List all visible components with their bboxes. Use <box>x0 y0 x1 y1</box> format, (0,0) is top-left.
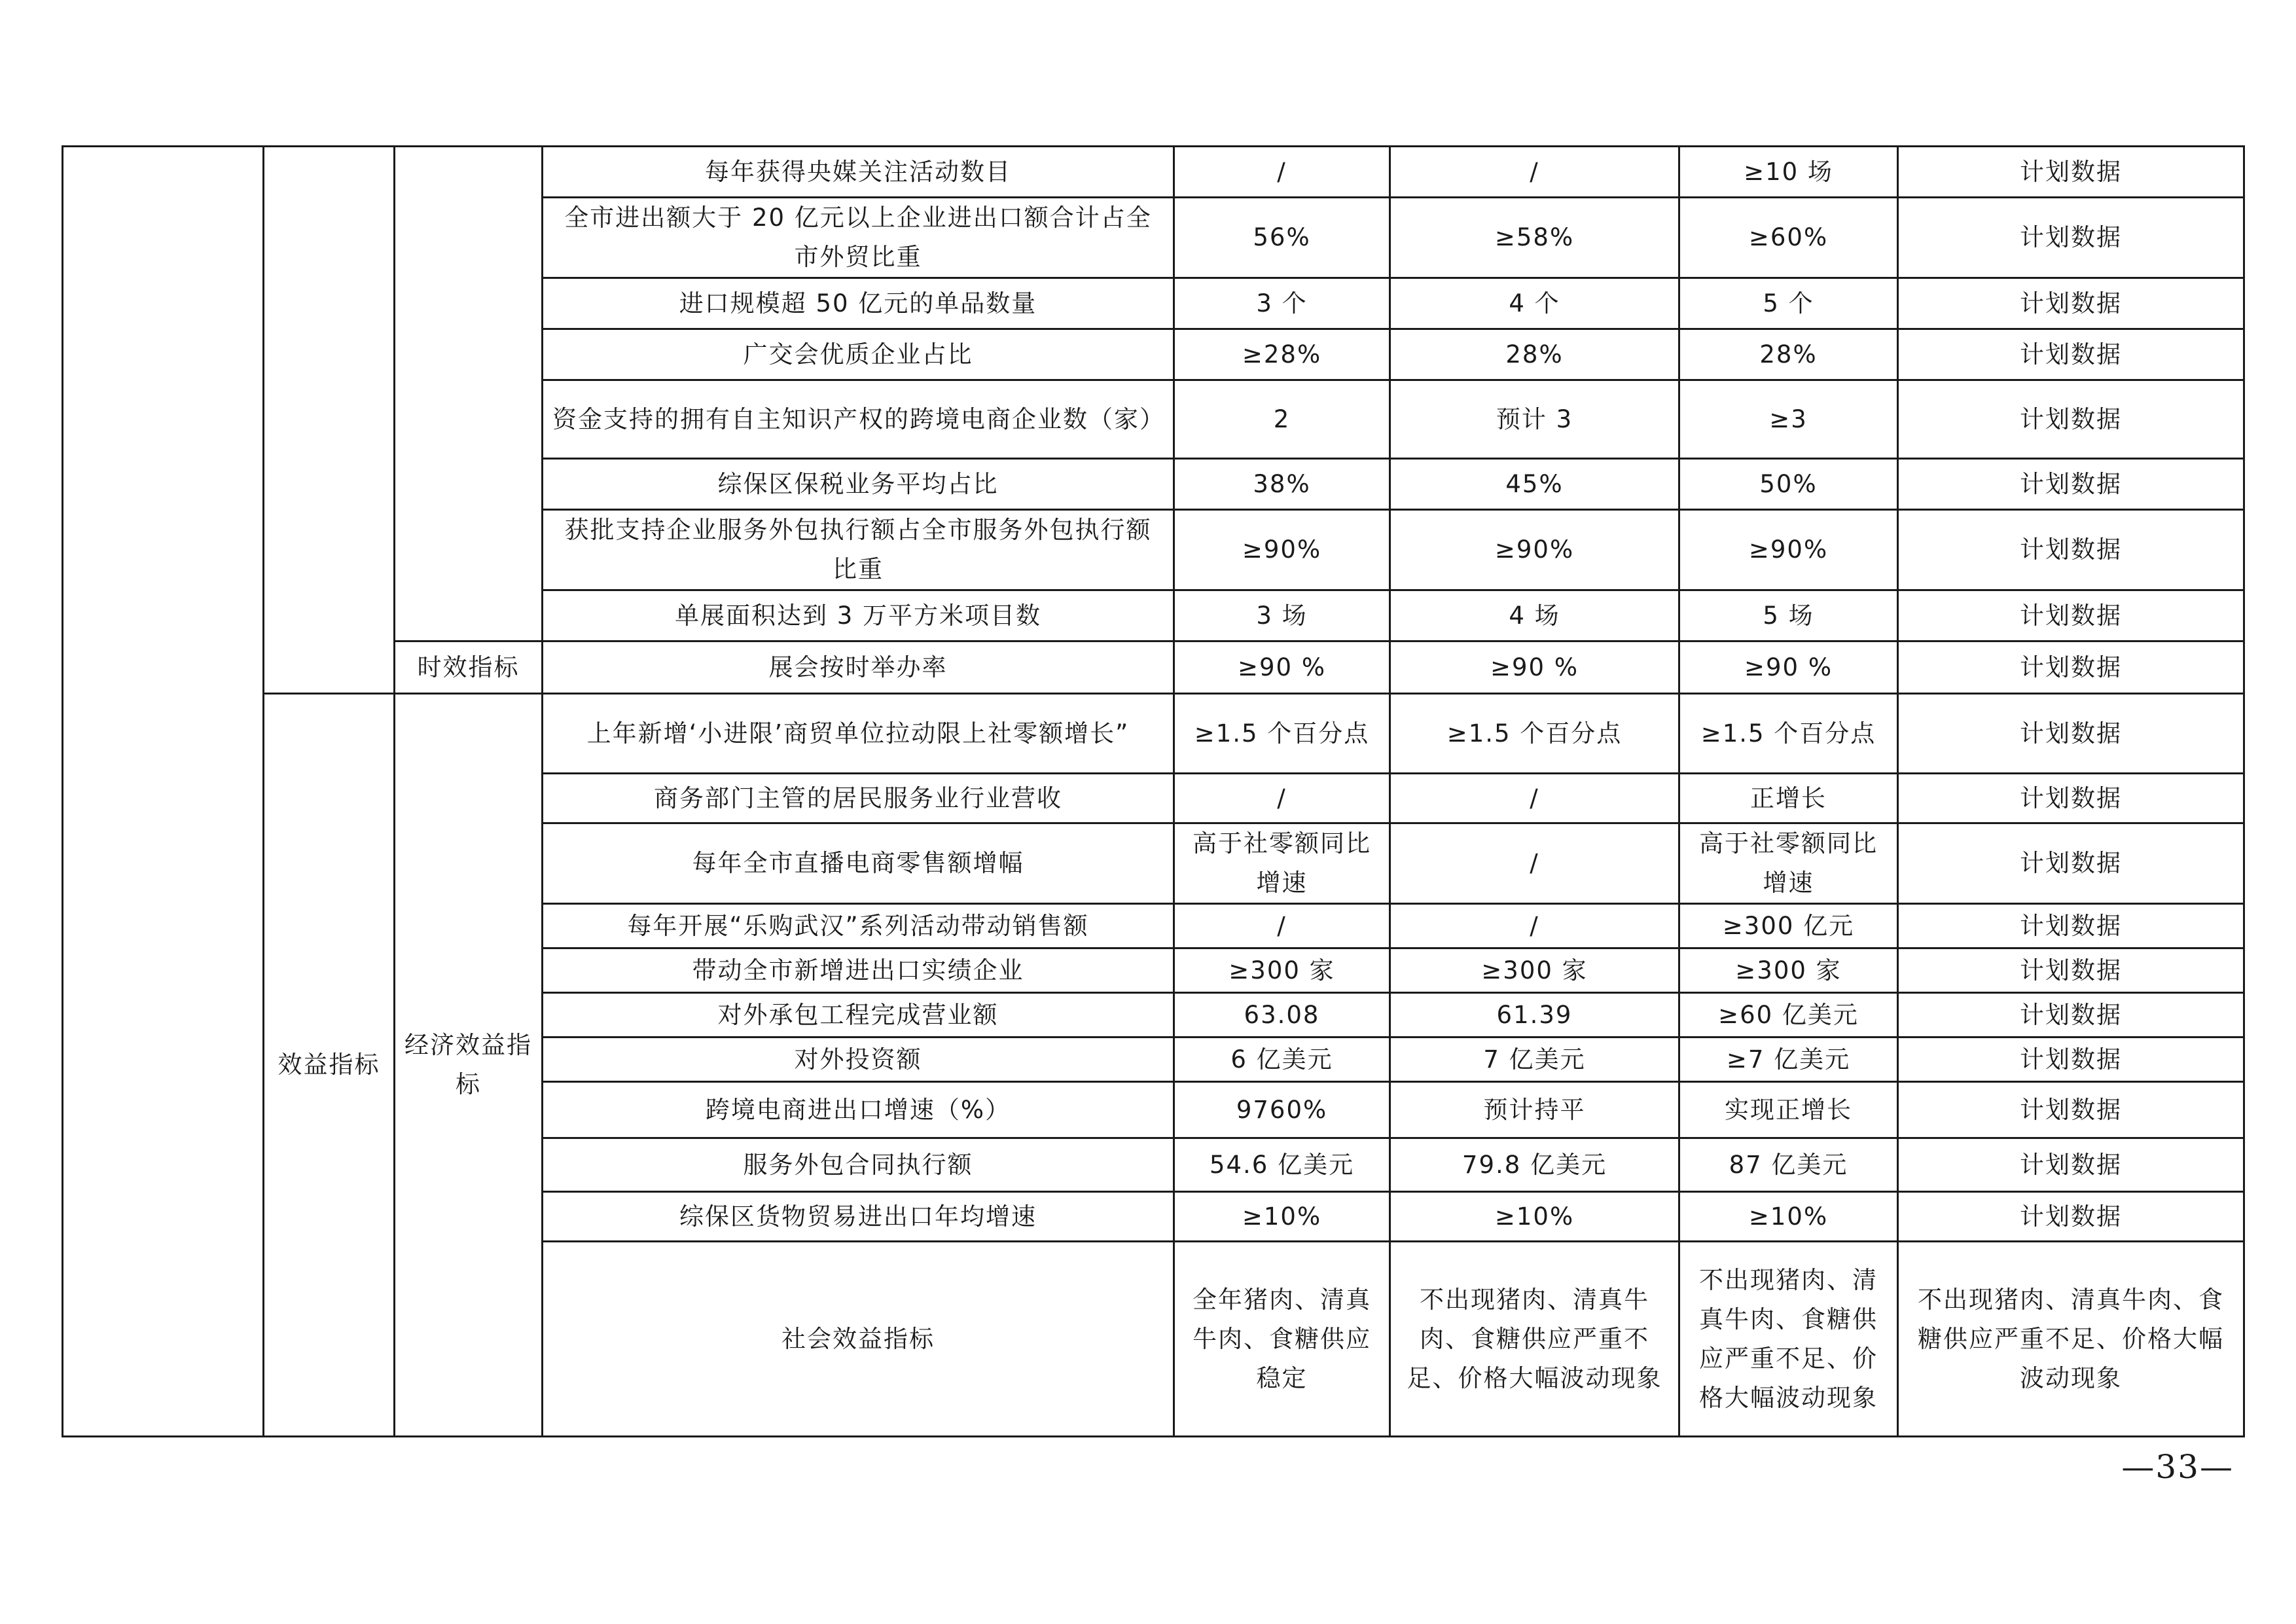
indicator-name: 综保区保税业务平均占比 <box>543 459 1174 510</box>
value-cell: 5 场 <box>1679 590 1898 641</box>
value-cell: 50% <box>1679 459 1898 510</box>
value-cell: 不出现猪肉、清真牛肉、食糖供应严重不足、价格大幅波动现象 <box>1679 1242 1898 1437</box>
value-cell: / <box>1390 823 1679 904</box>
value-cell: 计划数据 <box>1898 147 2244 198</box>
value-cell: 28% <box>1390 329 1679 380</box>
indicator-name: 进口规模超 50 亿元的单品数量 <box>543 278 1174 329</box>
value-cell: 计划数据 <box>1898 993 2244 1038</box>
value-cell: 计划数据 <box>1898 948 2244 993</box>
indicator-name: 展会按时举办率 <box>543 641 1174 694</box>
value-cell: ≥90% <box>1174 510 1390 590</box>
value-cell: 87 亿美元 <box>1679 1138 1898 1192</box>
value-cell: 28% <box>1679 329 1898 380</box>
value-cell: 高于社零额同比增速 <box>1679 823 1898 904</box>
indicator-name: 每年开展“乐购武汉”系列活动带动销售额 <box>543 904 1174 948</box>
indicator-name: 对外投资额 <box>543 1038 1174 1082</box>
value-cell: ≥10% <box>1174 1192 1390 1242</box>
value-cell: 计划数据 <box>1898 1192 2244 1242</box>
value-cell: ≥28% <box>1174 329 1390 380</box>
value-cell: 5 个 <box>1679 278 1898 329</box>
indicator-name: 对外承包工程完成营业额 <box>543 993 1174 1038</box>
value-cell: 计划数据 <box>1898 641 2244 694</box>
value-cell: ≥7 亿美元 <box>1679 1038 1898 1082</box>
indicator-name: 获批支持企业服务外包执行额占全市服务外包执行额比重 <box>543 510 1174 590</box>
indicator-name: 上年新增‘小进限’商贸单位拉动限上社零额增长” <box>543 694 1174 774</box>
value-cell: ≥60 亿美元 <box>1679 993 1898 1038</box>
table-row <box>63 147 2244 198</box>
value-cell: 6 亿美元 <box>1174 1038 1390 1082</box>
value-cell: 计划数据 <box>1898 1138 2244 1192</box>
value-cell: 计划数据 <box>1898 278 2244 329</box>
value-cell: 38% <box>1174 459 1390 510</box>
value-cell: 计划数据 <box>1898 459 2244 510</box>
indicator-name: 资金支持的拥有自主知识产权的跨境电商企业数（家） <box>543 380 1174 459</box>
value-cell: ≥58% <box>1390 198 1679 278</box>
indicator-name: 商务部门主管的居民服务业行业营收 <box>543 774 1174 823</box>
level3-category-cell <box>395 147 543 641</box>
value-cell: ≥300 家 <box>1174 948 1390 993</box>
value-cell: 不出现猪肉、清真牛肉、食糖供应严重不足、价格大幅波动现象 <box>1898 1242 2244 1437</box>
page-number: —33— <box>2121 1448 2234 1486</box>
indicator-name: 广交会优质企业占比 <box>543 329 1174 380</box>
value-cell: 不出现猪肉、清真牛肉、食糖供应严重不足、价格大幅波动现象 <box>1390 1242 1679 1437</box>
value-cell: 计划数据 <box>1898 510 2244 590</box>
value-cell: 4 个 <box>1390 278 1679 329</box>
subcategory-economic: 经济效益指标 <box>395 694 543 1437</box>
value-cell: ≥1.5 个百分点 <box>1174 694 1390 774</box>
value-cell: 3 个 <box>1174 278 1390 329</box>
value-cell: ≥90% <box>1679 510 1898 590</box>
value-cell: 54.6 亿美元 <box>1174 1138 1390 1192</box>
value-cell: 79.8 亿美元 <box>1390 1138 1679 1192</box>
subcategory-timeliness: 时效指标 <box>395 641 543 694</box>
value-cell: ≥1.5 个百分点 <box>1679 694 1898 774</box>
value-cell: 预计 3 <box>1390 380 1679 459</box>
value-cell: 计划数据 <box>1898 380 2244 459</box>
value-cell: ≥90 % <box>1390 641 1679 694</box>
value-cell: 计划数据 <box>1898 694 2244 774</box>
value-cell: ≥90 % <box>1174 641 1390 694</box>
value-cell: 45% <box>1390 459 1679 510</box>
value-cell: 计划数据 <box>1898 823 2244 904</box>
indicator-name: 全市进出额大于 20 亿元以上企业进出口额合计占全市外贸比重 <box>543 198 1174 278</box>
value-cell: 高于社零额同比增速 <box>1174 823 1390 904</box>
value-cell: / <box>1390 147 1679 198</box>
value-cell: ≥3 <box>1679 380 1898 459</box>
category-benefit: 效益指标 <box>264 694 395 1437</box>
value-cell: ≥1.5 个百分点 <box>1390 694 1679 774</box>
value-cell: / <box>1174 147 1390 198</box>
value-cell: 实现正增长 <box>1679 1082 1898 1138</box>
value-cell: 4 场 <box>1390 590 1679 641</box>
indicator-name: 综保区货物贸易进出口年均增速 <box>543 1192 1174 1242</box>
value-cell: 61.39 <box>1390 993 1679 1038</box>
value-cell: ≥300 家 <box>1679 948 1898 993</box>
level1-category-cell <box>63 147 264 1437</box>
value-cell: 9760% <box>1174 1082 1390 1138</box>
indicator-name: 每年全市直播电商零售额增幅 <box>543 823 1174 904</box>
performance-indicator-table <box>62 145 2245 1437</box>
value-cell: ≥10% <box>1679 1192 1898 1242</box>
value-cell: 预计持平 <box>1390 1082 1679 1138</box>
value-cell: ≥60% <box>1679 198 1898 278</box>
value-cell: ≥300 家 <box>1390 948 1679 993</box>
value-cell: ≥10 场 <box>1679 147 1898 198</box>
value-cell: 正增长 <box>1679 774 1898 823</box>
value-cell: / <box>1390 904 1679 948</box>
indicator-name: 全年猪肉、清真牛肉、食糖供应稳定 <box>1174 1242 1390 1437</box>
value-cell: / <box>1174 904 1390 948</box>
indicator-name: 每年获得央媒关注活动数目 <box>543 147 1174 198</box>
value-cell: 计划数据 <box>1898 198 2244 278</box>
level2-category-cell <box>264 147 395 694</box>
value-cell: 56% <box>1174 198 1390 278</box>
indicator-name: 服务外包合同执行额 <box>543 1138 1174 1192</box>
value-cell: 计划数据 <box>1898 1082 2244 1138</box>
value-cell: 计划数据 <box>1898 329 2244 380</box>
value-cell: ≥10% <box>1390 1192 1679 1242</box>
subcategory-social: 社会效益指标 <box>543 1242 1174 1437</box>
value-cell: 计划数据 <box>1898 774 2244 823</box>
value-cell: ≥90% <box>1390 510 1679 590</box>
value-cell: / <box>1390 774 1679 823</box>
value-cell: / <box>1174 774 1390 823</box>
value-cell: 63.08 <box>1174 993 1390 1038</box>
value-cell: 7 亿美元 <box>1390 1038 1679 1082</box>
value-cell: 计划数据 <box>1898 1038 2244 1082</box>
value-cell: ≥300 亿元 <box>1679 904 1898 948</box>
indicator-name: 跨境电商进出口增速（%） <box>543 1082 1174 1138</box>
indicator-name: 带动全市新增进出口实绩企业 <box>543 948 1174 993</box>
value-cell: 计划数据 <box>1898 904 2244 948</box>
value-cell: 计划数据 <box>1898 590 2244 641</box>
value-cell: 2 <box>1174 380 1390 459</box>
indicator-name: 单展面积达到 3 万平方米项目数 <box>543 590 1174 641</box>
table-row <box>63 694 2244 774</box>
value-cell: ≥90 % <box>1679 641 1898 694</box>
value-cell: 3 场 <box>1174 590 1390 641</box>
